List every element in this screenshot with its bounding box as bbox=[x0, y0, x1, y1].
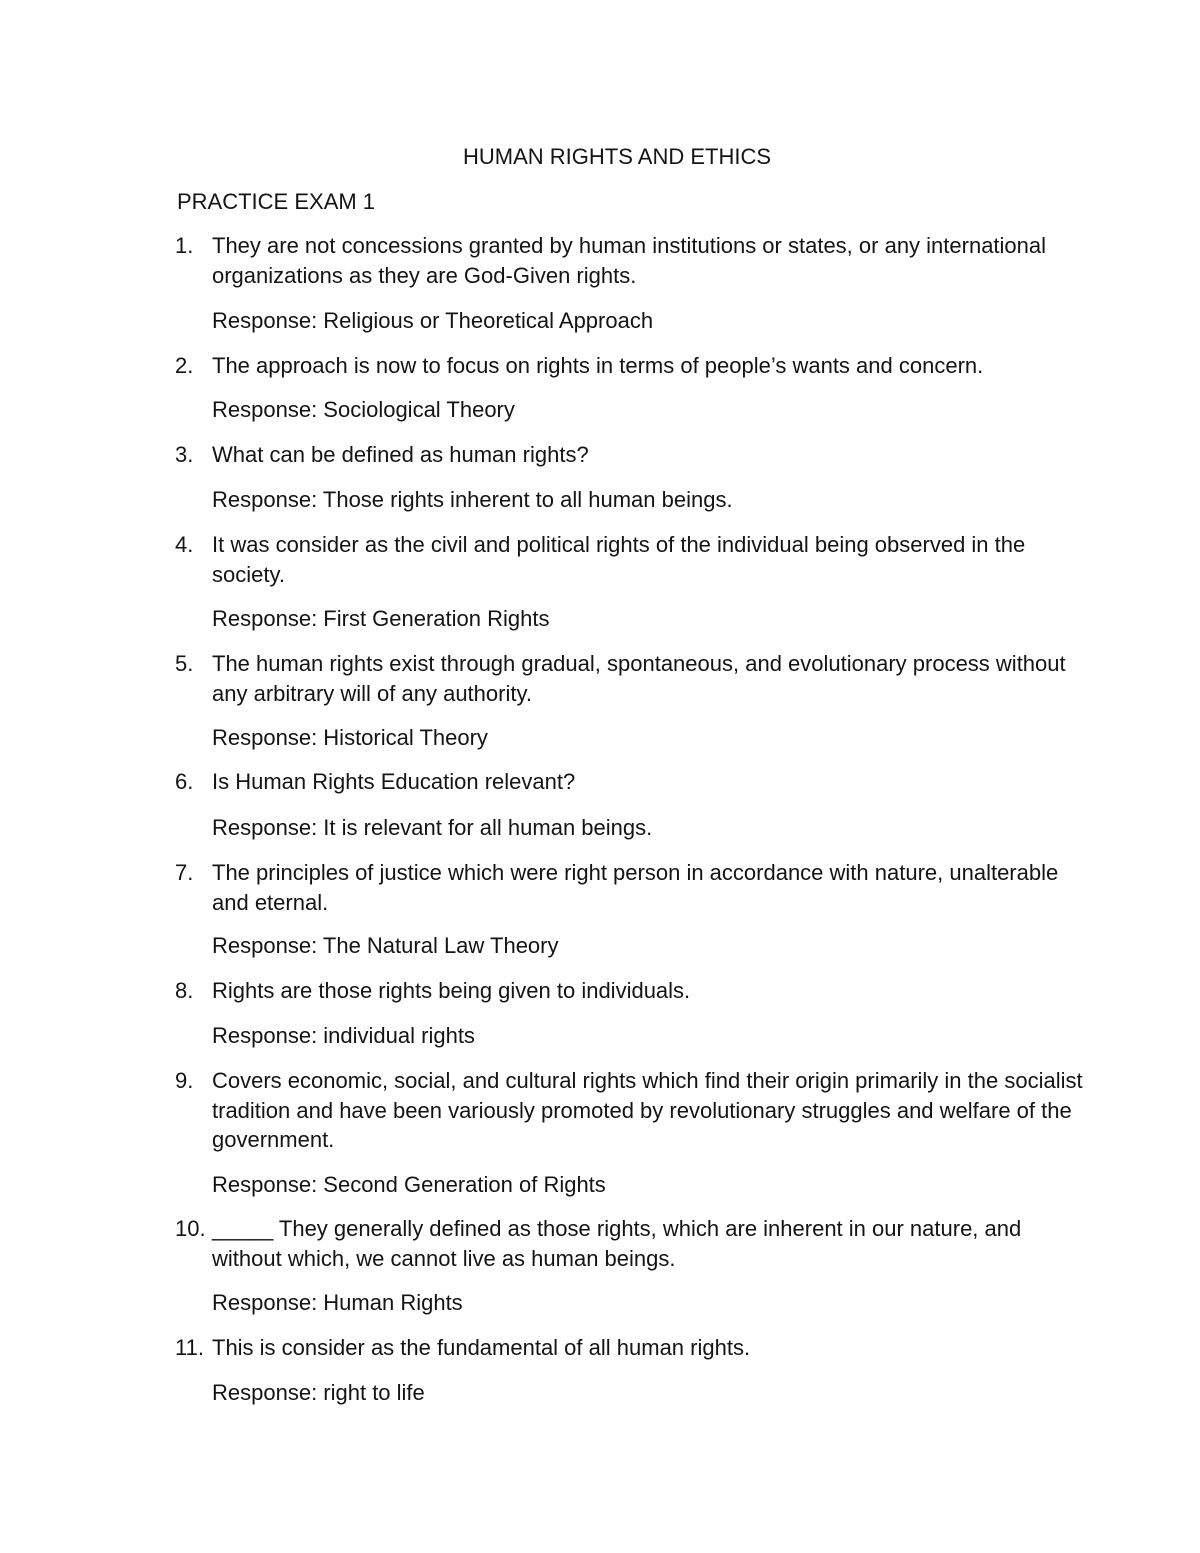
question-text: The human rights exist through gradual, spontaneous, and evolutionary process without any arbitrary will of any authority. bbox=[212, 651, 1066, 706]
question-response: Response: First Generation Rights bbox=[212, 606, 550, 631]
question-text: The principles of justice which were right person in accordance with nature, unalterable and eternal. bbox=[212, 860, 1059, 915]
question-number: 11. bbox=[175, 1335, 204, 1360]
question-number: 7. bbox=[175, 860, 194, 885]
question-text: Covers economic, social, and cultural rights which find their origin primarily in the socialist tradition and have been variously promoted by revolutionary struggles and welfare of the government. bbox=[212, 1068, 1083, 1153]
question-text: The approach is now to focus on rights in terms of people’s wants and concern. bbox=[212, 353, 984, 378]
question-response: Response: It is relevant for all human beings. bbox=[212, 815, 653, 840]
question-number: 8. bbox=[175, 978, 194, 1003]
question-response: Response: Historical Theory bbox=[212, 725, 488, 750]
question-number: 6. bbox=[175, 769, 194, 794]
question-response: Response: Second Generation of Rights bbox=[212, 1172, 606, 1197]
document-subtitle: PRACTICE EXAM 1 bbox=[177, 189, 376, 214]
document-title: HUMAN RIGHTS AND ETHICS bbox=[462, 144, 772, 169]
question-response: Response: Religious or Theoretical Approach bbox=[212, 308, 654, 333]
question-response: Response: Those rights inherent to all human beings. bbox=[212, 487, 733, 512]
question-response: Response: Sociological Theory bbox=[212, 397, 515, 422]
question-text: This is consider as the fundamental of all human rights. bbox=[212, 1335, 751, 1360]
question-number: 4. bbox=[175, 532, 194, 557]
question-text: They are not concessions granted by human institutions or states, or any international organizations as they are God-Given rights. bbox=[212, 233, 1047, 288]
question-number: 1. bbox=[175, 233, 194, 258]
question-text: Rights are those rights being given to individuals. bbox=[212, 978, 691, 1003]
question-text: Is Human Rights Education relevant? bbox=[212, 769, 576, 794]
question-number: 9. bbox=[175, 1068, 194, 1093]
question-response: Response: The Natural Law Theory bbox=[212, 933, 559, 958]
question-text: It was consider as the civil and political rights of the individual being observed in the society. bbox=[212, 532, 1026, 587]
question-response: Response: Human Rights bbox=[212, 1290, 463, 1315]
question-number: 2. bbox=[175, 353, 194, 378]
question-text: _____ They generally defined as those rights, which are inherent in our nature, and without which, we cannot live as human beings. bbox=[212, 1216, 1022, 1271]
question-response: Response: right to life bbox=[212, 1380, 425, 1405]
question-number: 10. bbox=[175, 1216, 206, 1241]
question-number: 3. bbox=[175, 442, 194, 467]
question-text: What can be defined as human rights? bbox=[212, 442, 589, 467]
question-number: 5. bbox=[175, 651, 194, 676]
question-response: Response: individual rights bbox=[212, 1023, 475, 1048]
